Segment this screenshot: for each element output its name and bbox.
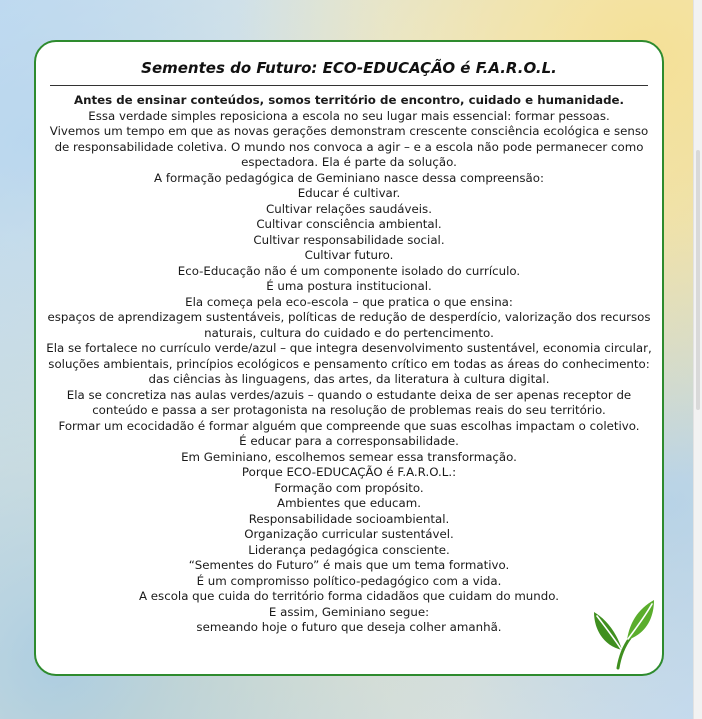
body-line: É um compromisso político-pedagógico com a vida.: [196, 573, 502, 588]
body-line: semeando hoje o futuro que deseja colher amanhã.: [196, 620, 502, 634]
body-line: Formar um ecocidadão é formar alguém que compreende que suas escolhas impactam o coletivo.: [58, 418, 640, 433]
body-line: Ela começa pela eco-escola – que pratica o que ensina:: [185, 294, 513, 309]
body-line: A escola que cuida do território forma cidadãos que cuidam do mundo.: [138, 589, 560, 603]
body-line: Eco-Educação não é um componente isolado do currículo.: [177, 263, 521, 278]
body-line: Cultivar futuro.: [304, 248, 394, 262]
body-line: Formação com propósito.: [274, 480, 424, 495]
body-line: Educar é cultivar.: [297, 186, 401, 200]
body-line: espaços de aprendizagem sustentáveis, políticas de redução de desperdício, valorização dos recursos naturais, cultura do cuidado e do pertencimento.: [47, 310, 651, 340]
body-line: E assim, Geminiano segue:: [268, 604, 430, 619]
body-line: “Sementes do Futuro” é mais que um tema formativo.: [188, 558, 510, 572]
body-line: Essa verdade simples reposiciona a escola no seu lugar mais essencial: formar pessoas.: [88, 108, 610, 123]
content-card: [34, 40, 664, 676]
body-line: Ambientes que educam.: [277, 496, 421, 510]
body-line: Ela se fortalece no currículo verde/azul – que integra desenvolvimento sustentável, economia circular, soluções ambientais, princípios ecológicos e pensamento crítico em todas as áreas do conhecimento: das ciências às linguagens, das artes, da literatura à cultura digital.: [46, 341, 652, 386]
card-title: Sementes do Futuro: ECO-EDUCAÇÃO é F.A.R.O.L.: [141, 59, 557, 77]
body-line: Cultivar relações saudáveis.: [266, 201, 432, 216]
body-line: Cultivar consciência ambiental.: [256, 217, 442, 231]
body-line: Organização curricular sustentável.: [244, 527, 454, 541]
right-edge-scrollbar: [693, 0, 702, 719]
body-line: Ela se concretiza nas aulas verdes/azuis – quando o estudante deixa de ser apenas receptor de conteúdo e passa a ser protagonista na resolução de problemas reais do seu território.: [66, 387, 632, 417]
sprout-leaves-icon: [594, 598, 656, 670]
lead-sentence: Antes de ensinar conteúdos, somos território de encontro, cuidado e humanidade.: [73, 93, 625, 107]
body-line: Responsabilidade socioambiental.: [248, 511, 450, 526]
body-line: É educar para a corresponsabilidade.: [239, 434, 459, 448]
title-divider: [50, 85, 648, 86]
body-line: Vivemos um tempo em que as novas gerações demonstram crescente consciência ecológica e senso de responsabilidade coletiva. O mundo nos convoca a agir – e a escola não pode permanecer como espectadora. Ela é parte da solução.: [49, 124, 649, 169]
body-line: Em Geminiano, escolhemos semear essa transformação.: [181, 449, 517, 464]
body-line: É uma postura institucional.: [266, 279, 432, 293]
body-line: Liderança pedagógica consciente.: [248, 542, 450, 557]
body-line: Porque ECO-EDUCAÇÃO é F.A.R.O.L.:: [241, 465, 457, 479]
body-line: Cultivar responsabilidade social.: [253, 232, 445, 247]
body-line: A formação pedagógica de Geminiano nasce dessa compreensão:: [154, 170, 544, 185]
card-body: [44, 93, 654, 636]
